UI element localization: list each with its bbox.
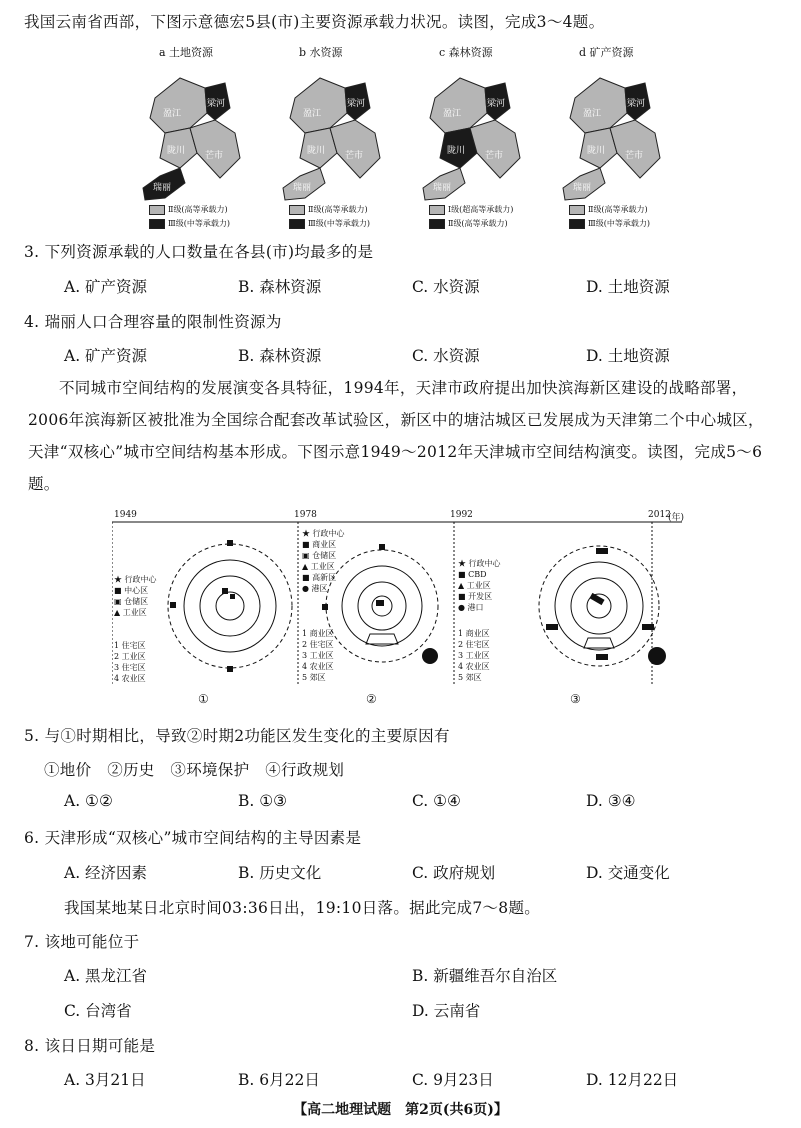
question-8-stem: 8. 该日日期可能是	[24, 1037, 156, 1055]
year-1949: 1949	[114, 510, 137, 520]
year-1978: 1978	[294, 510, 317, 520]
year-2012: 2012	[648, 510, 671, 520]
q7-option-d[interactable]: D. 云南省	[412, 1002, 481, 1020]
svg-text:陇川: 陇川	[587, 146, 606, 156]
q5-option-c[interactable]: C. ①④	[412, 792, 461, 810]
svg-text:梁河: 梁河	[627, 99, 646, 109]
svg-text:盈江: 盈江	[443, 109, 462, 119]
page-footer: 【高二地理试题 第2页(共6页)】	[293, 1102, 508, 1118]
svg-text:陇川: 陇川	[447, 146, 466, 156]
question-6-stem: 6. 天津形成“双核心”城市空间结构的主导因素是	[24, 829, 362, 847]
map-shape	[555, 58, 685, 218]
q7-option-c[interactable]: C. 台湾省	[64, 1002, 132, 1020]
svg-text:瑞丽: 瑞丽	[293, 183, 312, 193]
question-7-stem: 7. 该地可能位于	[24, 933, 140, 951]
legend-item-2: Ⅱ级(高等承载力)	[429, 218, 508, 229]
legend-item-2: Ⅲ级(中等承载力)	[569, 218, 650, 229]
map-water	[275, 44, 405, 234]
intro-q7-8: 我国某地某日北京时间03:36日出，19:10日落。据此完成7～8题。	[64, 899, 541, 917]
svg-text:陇川: 陇川	[167, 146, 186, 156]
q6-option-a[interactable]: A. 经济因素	[64, 864, 148, 882]
legend-item-1: Ⅰ级(超高等承载力)	[429, 204, 513, 215]
q5-option-d[interactable]: D. ③④	[586, 792, 636, 810]
q8-option-a[interactable]: A. 3月21日	[64, 1071, 146, 1089]
svg-text:瑞丽: 瑞丽	[153, 183, 172, 193]
map-shape	[135, 58, 265, 218]
q5-option-b[interactable]: B. ①③	[238, 792, 288, 810]
svg-text:盈江: 盈江	[163, 109, 182, 119]
svg-text:梁河: 梁河	[207, 99, 226, 109]
map-title: b 水资源	[299, 46, 343, 59]
legend-item-1: Ⅱ级(高等承载力)	[569, 204, 648, 215]
svg-text:芒市: 芒市	[485, 151, 504, 161]
svg-text:芒市: 芒市	[345, 151, 364, 161]
q4-option-a[interactable]: A. 矿产资源	[64, 347, 148, 365]
q7-option-b[interactable]: B. 新疆维吾尔自治区	[412, 967, 558, 985]
q4-option-c[interactable]: C. 水资源	[412, 347, 480, 365]
legend-item-1: Ⅱ级(高等承载力)	[149, 204, 228, 215]
map-shape	[275, 58, 405, 218]
q7-option-a[interactable]: A. 黑龙江省	[64, 967, 148, 985]
q4-option-d[interactable]: D. 土地资源	[586, 347, 670, 365]
panel-label-1: ①	[198, 692, 209, 706]
question-5-stem: 5. 与①时期相比，导致②时期2功能区发生变化的主要原因有	[24, 727, 450, 745]
intro-q3-4: 我国云南省西部，下图示意德宏5县(市)主要资源承载力状况。读图，完成3～4题。	[24, 13, 605, 31]
map-forest	[415, 44, 545, 234]
q3-option-a[interactable]: A. 矿产资源	[64, 278, 148, 296]
svg-text:梁河: 梁河	[487, 99, 506, 109]
resource-maps	[135, 44, 680, 234]
year-unit: (年)	[668, 513, 685, 523]
map-mineral	[555, 44, 685, 234]
q6-option-b[interactable]: B. 历史文化	[238, 864, 322, 882]
legend-item-1: Ⅱ级(高等承载力)	[289, 204, 368, 215]
panel-label-2: ②	[366, 692, 377, 706]
panel-3-symbol-legend: ★ 行政中心 ■ CBD ▲ 工业区 ■ 开发区 ● 港口	[458, 559, 501, 612]
svg-text:芒市: 芒市	[205, 151, 224, 161]
svg-text:瑞丽: 瑞丽	[573, 183, 592, 193]
q8-option-c[interactable]: C. 9月23日	[412, 1071, 494, 1089]
panel-2-zone-legend: 1 商业区 2 住宅区 3 工业区 4 农业区 5 郊区	[302, 629, 334, 682]
intro-q5-6: 不同城市空间结构的发展演变各具特征，1994年，天津市政府提出加快滨海新区建设的战略部署，2006年滨海新区被批准为全国综合配套改革试验区，新区中的塘沽城区已发展成为天津第二个中心城区，天津“双核心”城市空间结构基本形成。下图示意1949～2012年天津城市空间结构演变。读图，完成5～6题。	[28, 379, 764, 493]
q4-option-b[interactable]: B. 森林资源	[238, 347, 322, 365]
q8-option-b[interactable]: B. 6月22日	[238, 1071, 320, 1089]
svg-text:盈江: 盈江	[583, 109, 602, 119]
question-4-stem: 4. 瑞丽人口合理容量的限制性资源为	[24, 313, 282, 331]
q3-option-d[interactable]: D. 土地资源	[586, 278, 670, 296]
q8-option-d[interactable]: D. 12月22日	[586, 1071, 679, 1089]
svg-text:盈江: 盈江	[303, 109, 322, 119]
svg-text:陇川: 陇川	[307, 146, 326, 156]
svg-text:梁河: 梁河	[347, 99, 366, 109]
panel-2-symbol-legend: ★ 行政中心 ■ 商业区 ▣ 仓储区 ▲ 工业区 ■ 高新区 ● 港区	[302, 529, 345, 593]
q6-option-d[interactable]: D. 交通变化	[586, 864, 670, 882]
question-5-items: ①地价 ②历史 ③环境保护 ④行政规划	[44, 761, 345, 779]
panel-3-zone-legend: 1 商业区 2 住宅区 3 工业区 4 农业区 5 郊区	[458, 629, 490, 682]
panel-1-symbol-legend: ★ 行政中心 ■ 中心区 ▣ 仓储区 ▲ 工业区	[114, 575, 157, 617]
tianjin-structure-diagram	[112, 510, 692, 716]
legend-item-2: Ⅲ级(中等承载力)	[149, 218, 230, 229]
map-title: c 森林资源	[439, 46, 493, 59]
q5-option-a[interactable]: A. ①②	[64, 792, 113, 810]
q3-option-c[interactable]: C. 水资源	[412, 278, 480, 296]
q6-option-c[interactable]: C. 政府规划	[412, 864, 496, 882]
legend-item-2: Ⅲ级(中等承载力)	[289, 218, 370, 229]
q3-option-b[interactable]: B. 森林资源	[238, 278, 322, 296]
diagram-graphics	[112, 516, 692, 716]
map-title: a 土地资源	[159, 46, 214, 59]
panel-label-3: ③	[570, 692, 581, 706]
map-shape	[415, 58, 545, 218]
svg-text:芒市: 芒市	[625, 151, 644, 161]
year-1992: 1992	[450, 510, 473, 520]
question-3-stem: 3. 下列资源承载的人口数量在各县(市)均最多的是	[24, 243, 374, 261]
panel-1-zone-legend: 1 住宅区 2 工业区 3 住宅区 4 农业区	[114, 641, 146, 683]
map-title: d 矿产资源	[579, 46, 634, 59]
map-land	[135, 44, 265, 234]
svg-text:瑞丽: 瑞丽	[433, 183, 452, 193]
